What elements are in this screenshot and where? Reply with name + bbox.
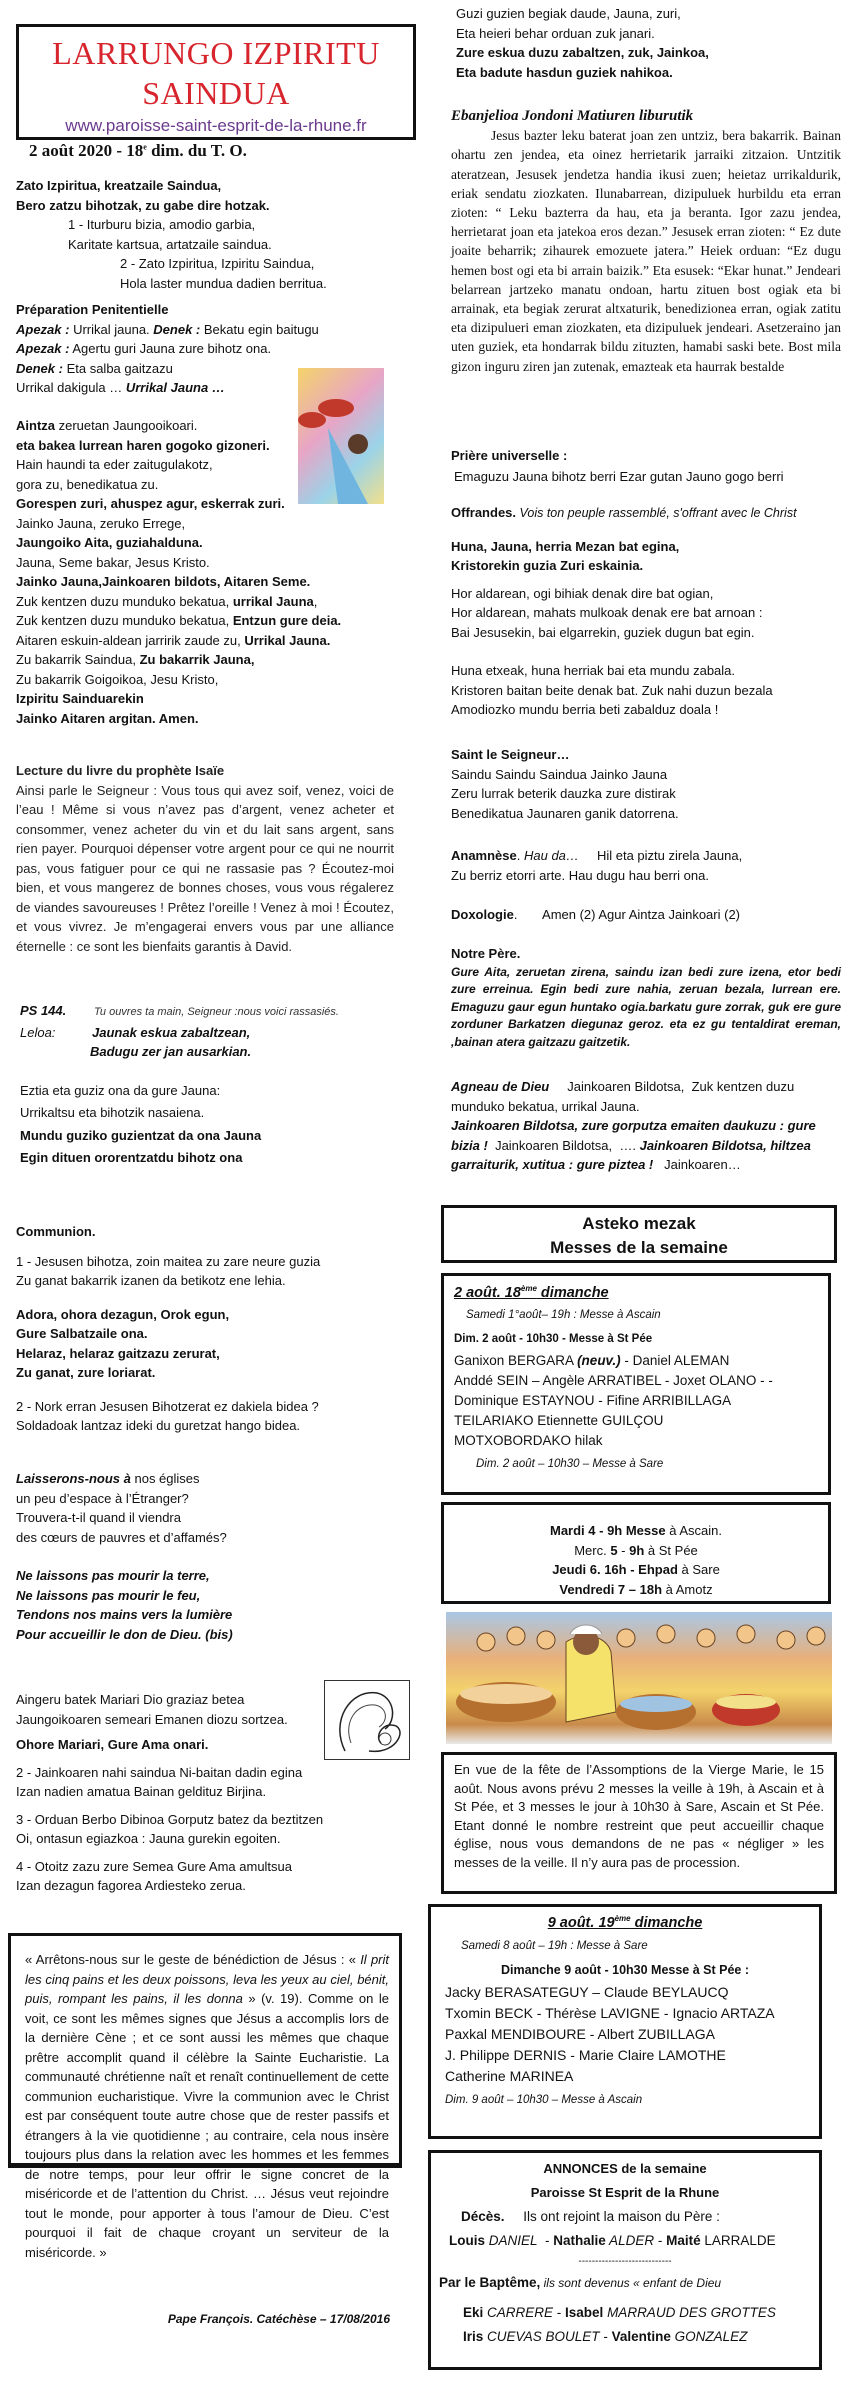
text: Ne laissons pas mourir la terre, [16, 1568, 210, 1583]
masses-title-box [441, 1205, 837, 1263]
deces-names [439, 2229, 811, 2253]
week2-heading [445, 1911, 805, 1935]
gloria-section [16, 416, 416, 728]
website-link[interactable]: www.paroisse-saint-esprit-de-la-rhune.fr [65, 116, 367, 135]
pope-quote-signature: Pape François. Catéchèse – 17/08/2016 [167, 2312, 390, 2326]
text: Izan nadien amatua Bainan geldituz Birjina. [16, 1784, 267, 1799]
first-name: Isabel [565, 2305, 604, 2320]
hymn-refrain-line: Bero zatzu bihotzak, zu gabe dire hotzak. [16, 197, 270, 213]
text: Mundu guziko guzientzat da ona Jauna [20, 1127, 262, 1143]
text: Izpiritu Sainduarekin [16, 691, 144, 706]
doxologie-section [451, 905, 841, 925]
pope-quote-box [8, 1933, 402, 2260]
text: Zu bakarrik Saindua, [16, 652, 140, 667]
universal-prayer [451, 446, 841, 486]
text: 9 août. 19 [547, 1915, 615, 1931]
announcements-title: ANNONCES de la semaine [543, 2161, 707, 2176]
reading-text: Ainsi parle le Seigneur : Vous tous qui avez soif, venez, voici de l’eau ! Même si vous n’avez pas d’argent, venez acheter et consommer, venez acheter du vin et du lait sans argent, sans rien payer. Pourquoi dépenser votre argent pour ce qui ne nourrit pas, vous fatiguer pour ce qui ne rassasie pas ? Écoutez-moi bien, et vous mangerez de bonnes choses, vous vous régalerez de viandes savoureuses ! Prêtez l’oreille ! Venez à moi ! Écoutez, et vous vivrez. Je m’engagerai envers vous par une alliance éternelle : ce sont les bienfaits garantis à David. [16, 782, 394, 954]
opening-hymn [16, 176, 416, 293]
last-name: CUEVAS BOULET [483, 2329, 600, 2344]
notre-pere-section [451, 944, 841, 1051]
text: à Amotz [662, 1581, 713, 1597]
speaker-label: Denek : [16, 360, 63, 376]
text: 2 - Nork erran Jesusen Bihotzerat ez dakiela bidea ? [16, 1398, 319, 1414]
text: Jainko Jauna,Jainkoaren bildots, Aitaren Seme. [16, 574, 311, 589]
anamnese-section [451, 846, 841, 885]
text: Eta badute hasdun guziek nahikoa. [456, 64, 673, 80]
text: Mardi 4 - 9h Messe [550, 1523, 666, 1538]
pope-quote-text [25, 1950, 389, 2262]
separator: - [654, 2233, 667, 2248]
text: Kristoren baitan beite denak bat. Zuk nahi duzun bezala [451, 682, 773, 698]
separator: - [553, 2305, 566, 2320]
text: Tendons nos mains vers la lumière [16, 1607, 233, 1622]
first-name: Maité [666, 2233, 701, 2248]
text: Badugu zer jan ausarkian. [90, 1044, 252, 1059]
mass-sunday: Dim. 2 août - 10h30 - Messe à St Pée [454, 1332, 653, 1345]
text: TEILARIAKO Etiennette GUILÇOU [454, 1413, 664, 1428]
text: Il prit les cinq pains et les deux poissons, leva les yeux au ciel, bénit, puis, rompant les pains, il les donna [25, 1952, 390, 2006]
text: Jainkoaren Bildotsa, …. [487, 1137, 640, 1153]
text: Zure eskua duzu zabaltzen, zuk, Jainkoa, [456, 45, 709, 60]
text: Txomin BECK - Thérèse LAVIGNE - Ignacio ARTAZA [445, 2005, 775, 2021]
section-title: Offrandes. [451, 505, 517, 520]
text: Gorespen zuri, ahuspez agur, eskerrak zuri. [16, 496, 285, 511]
text: Jaungoikoaren semeari Emanen diozu sortzea. [16, 1711, 288, 1727]
sanctus-section [451, 745, 841, 823]
text: Entzun gure deia. [232, 613, 342, 628]
text: Vois ton peuple rassemblé, s'offrant avec le Christ [516, 506, 797, 520]
assumption-text: En vue de la fête de l’Assomptions de la Vierge Marie, le 15 août. Nous avons prévu 2 messes la veille à 19h, à Ascain et à St Pée, et 3 messes le jour à 10h30 à Sare, Ascain et St Pée. Etant donné le nombre restreint que peut accueillir chaque église, nous vous demandons de ne pas « négliger » les messes de la veille. Il n’y aura pas de procession. [454, 1762, 824, 1870]
mass-saturday: Samedi 1°août– 19h : Messe à Ascain [466, 1309, 661, 1321]
text: Egin dituen ororentzatdu bihotz ona [20, 1150, 243, 1165]
text: Eta salba gaitzazu [62, 360, 173, 376]
text: Merc. [574, 1542, 611, 1558]
divider: ---------------------------- [578, 2256, 672, 2267]
text: , [313, 593, 318, 609]
text: » (v. 19). Comme on le voit, ce sont les mêmes signes que Jésus a accomplis lors de la dernière Cène ; et ce sont aussi les mêmes que chaque prêtre accomplit quand il célèbre la Sainte Eucharistie. La communauté chrétienne naît et renaît continuellement de cette communion eucharistique. Vivre la communion avec le Christ est par conséquent toute autre chose que de rester passifs et étrangers à la vie quotidienne ; au contraire, cela nous insère toujours plus dans la relation avec les hommes et les femmes de notre temps, pour leur offrir le signe concret de la miséricorde et de l’attention du Christ. … Jésus veut rejoindre tout le monde, pour apporter à tous l’amour de Dieu. C’est pourquoi il fait de chaque croyant un serviteur de la miséricorde. » [25, 1991, 389, 2260]
text: Jainkoaren Bildotsa, Zuk kentzen duzu munduko bekatua, urrikal Jauna. [451, 1079, 798, 1114]
text: dimanche [630, 1915, 703, 1931]
text: Adora, ohora dezagun, Orok egun, [16, 1306, 230, 1322]
text: ème [614, 1914, 631, 1924]
text: Ganixon BERGARA [454, 1353, 578, 1368]
text: Jeudi 6. 16h - Ehpad [552, 1562, 678, 1577]
text: Pour accueillir le don de Dieu. (bis) [16, 1626, 233, 1642]
text: 1 - Jesusen bihotza, zoin maitea zu zare neure guzia [16, 1253, 321, 1269]
first-name: Nathalie [553, 2233, 606, 2248]
text: Zu ganat, zure loriarat. [16, 1365, 156, 1380]
deces-label: Décès. [461, 2209, 505, 2224]
text: Aintza [16, 418, 55, 433]
text: à St Pée [644, 1542, 698, 1558]
text: Huna, Jauna, herria Mezan bat egina, [451, 538, 680, 554]
weekday-mass [444, 1580, 828, 1600]
text: Paxkal MENDIBOURE - Albert ZUBILLAGA [445, 2026, 715, 2042]
text: Amodiozko mundu berria beti zabalduz doala ! [451, 702, 719, 717]
section-title: Ebanjelioa Jondoni Matiuren liburutik [451, 108, 694, 124]
text: 2 août. 18 [454, 1285, 521, 1301]
last-name: MARRAUD DES GROTTES [603, 2305, 776, 2320]
section-title: Anamnèse [451, 848, 517, 863]
text: Vendredi 7 – 18h [559, 1581, 663, 1597]
text: Izan dezagun fagorea Ardiesteko zerua. [16, 1878, 246, 1893]
text: Jainkoaren Bildotsa, zure gorputza emaiten daukuzu : gure bizia ! [451, 1118, 816, 1153]
first-name: Valentine [611, 2329, 671, 2344]
text: Aingeru batek Mariari Dio graziaz betea [16, 1692, 245, 1707]
text: (neuv.) [577, 1353, 621, 1368]
speaker-label: Apezak : [16, 321, 70, 337]
mass-ascain: Dim. 9 août – 10h30 – Messe à Ascain [445, 2094, 643, 2106]
text: Oi, ontasun egiazkoa : Jauna gurekin egoiten. [16, 1831, 281, 1846]
psalm-section [20, 1001, 410, 1168]
text: Zu berriz etorri arte. Hau dugu hau berri ona. [451, 867, 709, 883]
psalm-continued [456, 4, 836, 82]
text: Emaguzu Jauna bihotz berri Ezar gutan Jauno gogo berri [454, 468, 784, 484]
text: Zu ganat bakarrik izanen da betikotz ene lehia. [16, 1273, 286, 1288]
text: - [617, 1542, 630, 1558]
mary-child-drawing [325, 1681, 409, 1759]
last-name: GONZALEZ [670, 2329, 748, 2344]
parish-name: Paroisse St Esprit de la Rhune [530, 2185, 720, 2200]
masses-title-french: Messes de la semaine [550, 1238, 728, 1257]
weekday-mass [444, 1560, 828, 1580]
psalm-label: PS 144. [20, 1003, 67, 1018]
text: Jainkoaren… [653, 1157, 741, 1172]
text: à Sare [677, 1562, 720, 1577]
loaves-fishes-drawing [446, 1612, 832, 1744]
bapteme-names [439, 2325, 811, 2349]
text: MOTXOBORDAKO hilak [454, 1433, 603, 1448]
loaves-fishes-illustration [446, 1612, 832, 1744]
text: Zuk kentzen duzu munduko bekatua, [16, 613, 233, 628]
text: 3 - Orduan Berbo Dibinoa Gorputz batez da beztitzen [16, 1811, 324, 1827]
last-name: CARRERE [483, 2305, 554, 2320]
text: Zuk kentzen duzu munduko bekatua, [16, 593, 233, 609]
separator: - [599, 2329, 612, 2344]
text: 9h [629, 1542, 645, 1558]
text: 5 [610, 1542, 618, 1558]
text: . Amen (2) Agur Aintza Jainkoari (2) [513, 907, 740, 922]
text: Urrikal jauna. [69, 321, 154, 337]
section-title: Préparation Penitentielle [16, 302, 169, 317]
text: Urrikal Jauna … [125, 380, 225, 395]
last-name: LARRALDE [700, 2233, 776, 2248]
text: Laisserons-nous à [16, 1471, 131, 1486]
bapteme-names [439, 2301, 811, 2325]
announcements-box [428, 2150, 822, 2370]
speaker-label: Denek : [153, 321, 201, 337]
section-title: Doxologie [451, 907, 514, 922]
text: Helaraz, helaraz gaitzazu zerurat, [16, 1345, 220, 1361]
text: Dominique ESTAYNOU - Fifine ARRIBILLAGA [454, 1393, 732, 1408]
section-title: Agneau de Dieu [451, 1079, 550, 1094]
text: Hain haundi ta eder zaitugulakotz, [16, 457, 213, 472]
text: Hil eta piztu zirela Jauna, [578, 848, 743, 863]
text: Trouvera-t-il quand il viendra [16, 1510, 181, 1525]
text: Aitaren eskuin-aldean jarririk zaude zu, [16, 632, 245, 648]
notre-pere-text: Gure Aita, zeruetan zirena, saindu izan bedi zure izena, etor bedi zure erreinua. Egin bedi zure nahia, zeruan bezala, lurrean ere. Emaguzu gaur egun huntako ogia.barkatu gure zorrak, guk ere gure zorduner Barkatzen diegunaz geroz. eta ez gu tentaldirat ereman, ,bainan atera gaitzazu gaitzetik. [451, 964, 841, 1049]
text: Anddé SEIN – Angèle ARRATIBEL - Joxet OLANO - - [454, 1373, 773, 1388]
text: Guzi guzien begiak daude, Jauna, zuri, [456, 6, 681, 21]
text: Urrikal dakigula … [16, 380, 126, 395]
text: Ohore Mariari, Gure Ama onari. [16, 1737, 209, 1752]
text: Jainkoaren Bildotsa, hiltzea garraiturik, xutitua : gure piztea ! [451, 1137, 811, 1172]
first-name: Iris [463, 2329, 484, 2344]
hymn-verse-line: 2 - Zato Izpiritua, Izpiritu Saindua, [120, 256, 315, 271]
text: Jauna, Seme bakar, Jesus Kristo. [16, 554, 210, 570]
gospel-section [451, 107, 841, 376]
laisserons-section [16, 1469, 416, 1644]
mass-sunday: Dimanche 9 août - 10h30 Messe à St Pée : [500, 1962, 750, 1977]
leloa-label: Leloa: [20, 1024, 56, 1040]
first-name: Louis [449, 2233, 485, 2248]
section-title: Notre Père. [451, 946, 521, 961]
text: Ne laissons pas mourir le feu, [16, 1587, 201, 1603]
text: Catherine MARINEA [445, 2068, 574, 2084]
first-name: Eki [463, 2305, 484, 2320]
week2-masses-box [428, 1904, 822, 2139]
text: à Ascain. [665, 1523, 722, 1538]
text: Jaungoiko Aita, guziahalduna. [16, 535, 203, 550]
text: Hau da… [523, 848, 579, 863]
mass-saturday: Samedi 8 août – 19h : Messe à Sare [461, 1940, 648, 1952]
text: Zu bakarrik Goigoikoa, Jesu Kristo, [16, 671, 219, 687]
text: Huna etxeak, huna herriak bai eta mundu zabala. [451, 663, 736, 678]
section-title: Lecture du livre du prophète Isaïe [16, 763, 225, 778]
week1-heading [454, 1282, 818, 1304]
text: Bekatu egin baitugu [200, 321, 319, 337]
last-name: DANIEL [485, 2233, 538, 2248]
text: J. Philippe DERNIS - Marie Claire LAMOTHE [445, 2047, 726, 2063]
text: Hor aldarean, mahats mulkoak denak ere bat arnoan : [451, 605, 763, 620]
text: Eta heieri behar orduan zuk janari. [456, 25, 655, 41]
hymn-verse-line: 1 - Iturburu bizia, amodio garbia, [68, 217, 256, 232]
section-title: Communion. [16, 1224, 96, 1239]
text: urrikal Jauna [232, 593, 314, 609]
bulletin-header [16, 24, 416, 160]
bapteme-label: Par le Baptême, [439, 2275, 541, 2290]
text: Saindu Saindu Saindua Jainko Jauna [451, 766, 668, 782]
text: Zeru lurrak beterik dauzka zure distirak [451, 786, 676, 801]
text: Gure Salbatzaile ona. [16, 1326, 148, 1341]
text: Bai Jesusekin, bai elgarrekin, guziek dugun bat egin. [451, 624, 755, 640]
text: des cœurs de pauvres et d’affamés? [16, 1529, 227, 1545]
text: ils sont devenus « enfant de Dieu [540, 2276, 722, 2290]
text: nos églises [130, 1471, 200, 1486]
week1-masses-box [441, 1273, 831, 1495]
first-reading [16, 761, 394, 956]
text: Agertu guri Jauna zure bihotz ona. [69, 341, 272, 356]
weekday-mass [444, 1541, 828, 1561]
communion-section [16, 1222, 416, 1436]
weekday-mass [444, 1521, 828, 1541]
text: 2 - Jainkoaren nahi saindua Ni-baitan dadin egina [16, 1764, 303, 1780]
bulletin-date: 2 août 2020 - 18e dim. du T. O. [29, 141, 247, 160]
text: Jainko Aitaren argitan. Amen. [16, 710, 199, 726]
bulletin-title: LARRUNGO IZPIRITU SAINDUA [52, 35, 380, 111]
text: ème [520, 1284, 537, 1294]
text: eta bakea lurrean haren gogoko gizoneri. [16, 437, 270, 453]
assumption-notice-box [441, 1752, 837, 1894]
text: Jainko Jauna, zeruko Errege, [16, 515, 186, 531]
agneau-section [451, 1077, 841, 1175]
text: gora zu, benedikatua zu. [16, 476, 159, 492]
text: - Daniel ALEMAN [620, 1353, 730, 1368]
hymn-verse-line: Hola laster mundua dadien berritua. [120, 275, 327, 291]
text: Kristorekin guzia Zuri eskainia. [451, 558, 644, 573]
text: . [516, 848, 524, 863]
text: Benedikatua Jaunaren ganik datorrena. [451, 805, 679, 821]
hymn-refrain-line: Zato Izpiritua, kreatzaile Saindua, [16, 178, 222, 193]
mass-sare: Dim. 2 août – 10h30 – Messe à Sare [476, 1458, 664, 1470]
text: Urrikal Jauna. [244, 632, 331, 648]
text: « Arrêtons-nous sur le geste de bénédiction de Jésus : « [25, 1952, 361, 1967]
mary-child-icon [324, 1680, 410, 1760]
speaker-label: Apezak : [16, 341, 70, 356]
masses-title-basque: Asteko mezak [582, 1214, 696, 1233]
text: dimanche [536, 1285, 609, 1301]
separator: - [537, 2233, 554, 2248]
section-title: Saint le Seigneur… [451, 747, 570, 762]
text: Ils ont rejoint la maison du Père : [504, 2209, 720, 2224]
text: Zu bakarrik Jauna, [139, 652, 255, 667]
text: zeruetan Jaungooikoari. [55, 418, 198, 433]
text: Tu ouvres ta main, Seigneur :nous voici rassasiés. [94, 1006, 339, 1018]
weekday-masses-box [441, 1502, 831, 1604]
text: Hor aldarean, ogi bihiak denak dire bat ogian, [451, 585, 714, 601]
text: Urrikaltsu eta bihotzik nasaiena. [20, 1105, 205, 1120]
last-name: ALDER [605, 2233, 655, 2248]
text: un peu d’espace à l’Étranger? [16, 1490, 189, 1506]
text: 4 - Otoitz zazu zure Semea Gure Ama amultsua [16, 1858, 293, 1874]
text: Soldadoak lantzaz ideki du guretzat hango bidea. [16, 1418, 301, 1433]
text: Eztia eta guziz ona da gure Jauna: [20, 1082, 221, 1098]
text: Jaunak eskua zabaltzean, [92, 1024, 251, 1040]
hymn-verse-line: Karitate kartsua, artatzaile saindua. [68, 236, 272, 252]
section-title: Prière universelle : [451, 448, 568, 463]
text: Jacky BERASATEGUY – Claude BEYLAUCQ [445, 1984, 729, 2000]
offertory-section [451, 503, 846, 720]
gospel-text: Jesus bazter leku baterat joan zen untziz, bera bakarrik. Bainan ohartu zen jendea, eta oinez herrietarik jarraiki zitzaion. Untzitik ateratzean, Jesusek jendetza handia ikusi zuen; heietaz urrikaldurik, eriak sendatu ziozkaten. Ilunabarrean, dizipuluek hurbildu eta erran zioten: “ Leku bazterra da hau, eta ja beranta. Igor zazu jendea, herrietarat joan eta jatekoa eros dezan.” Jesusek erran zioten: “ Ez dute joaite beharrik; zihaurek emozuete jatera.” Heiek orduan: “Ez dugu hemen bost ogi eta bi arrain baizik.” Eta esusek: “Ekar hunat.” Jendeari belarrean jartzeko manatu ondoan, hartu zituen bost ogiak eta bi arrainak, eta begiak zerurat altxaturik, benedizionea erran, ogiak zatitu eta dizipulueri eman ziozkaten, eta dizipuluek jendeari. Asetzeraino jan uten guziek, eta hondarrak bildu zituzten, hamabi saski bete. Bost mila gizon inguru ziren jan zutenak, emazteak eta haurrak bestalde [451, 128, 841, 374]
